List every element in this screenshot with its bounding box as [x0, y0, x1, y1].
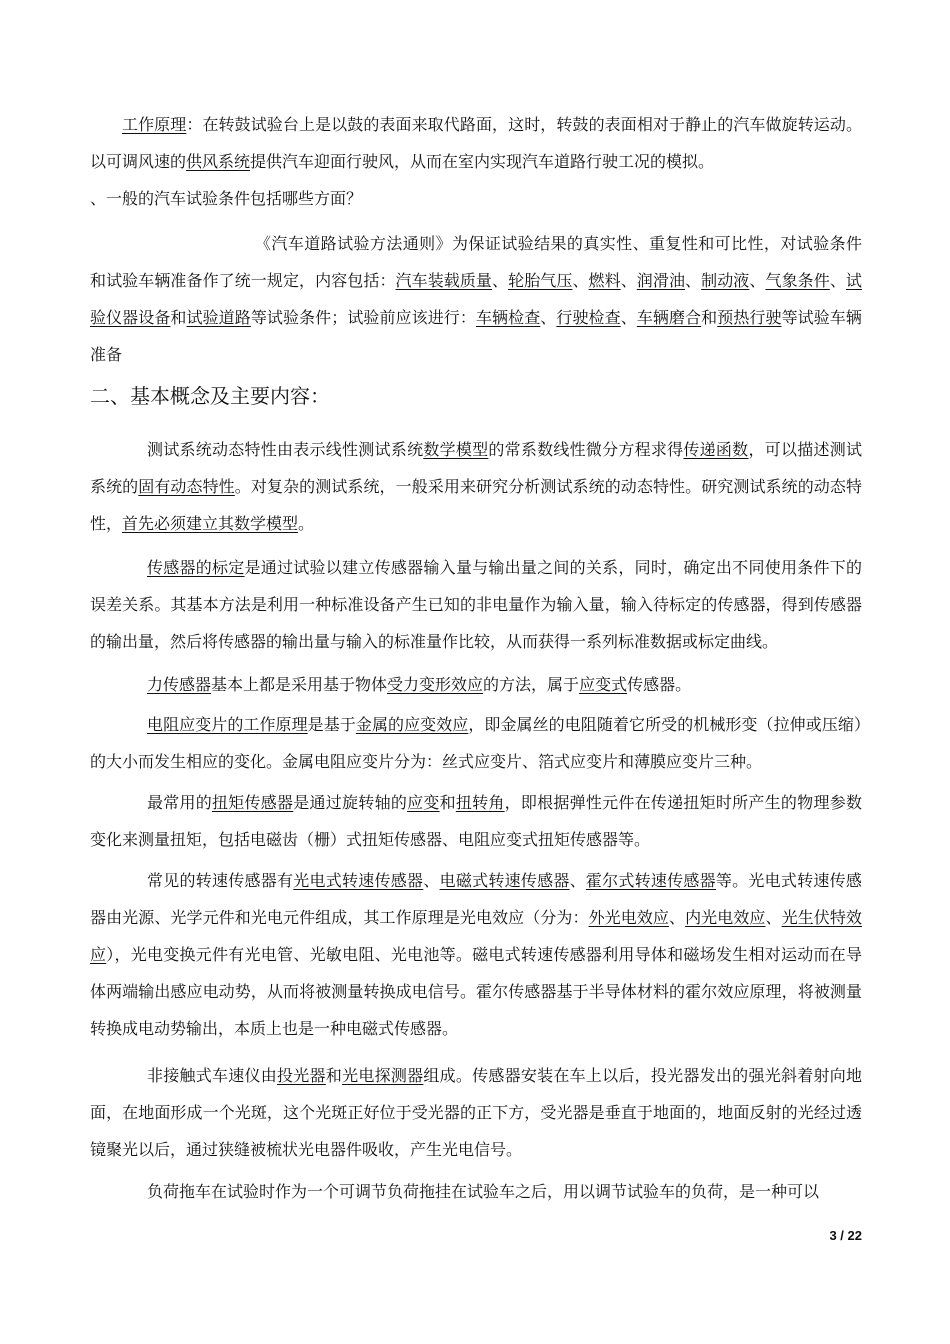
text-run: 、 — [829, 271, 846, 290]
text-run: 等试验条件；试验前应该进行： — [250, 308, 476, 327]
key-term: 应变式 — [579, 675, 628, 694]
key-term: 制动液 — [701, 271, 750, 290]
paragraph-working-principle — [90, 106, 862, 180]
text-run: 、 — [765, 908, 782, 927]
text-run: ：在转鼓试验台上是以鼓的表面来取代路面，这时，转鼓的表面相对于静止的汽车做旋转运动。以可调风速的 — [90, 115, 862, 171]
key-term: 力传感器 — [147, 675, 212, 694]
text-run: 、 — [569, 871, 586, 890]
text-run: 、 — [572, 271, 589, 290]
text-run: 、 — [685, 271, 702, 290]
text-run: 测试系统动态特性由表示线性测试系统 — [147, 440, 424, 459]
text-run: 基本上都是采用基于物体 — [211, 675, 388, 694]
key-term: 车辆检查 — [475, 308, 541, 327]
page-number: 3 / 22 — [829, 1228, 862, 1243]
key-term: 光电式转速传感器 — [293, 871, 424, 890]
text-run: 负荷拖车在试验时作为一个可调节负荷拖挂在试验车之后，用以调节试验车的负荷，是一种可以 — [147, 1182, 820, 1201]
key-term: 润滑油 — [636, 271, 686, 290]
paragraph-torque-sensor — [90, 784, 862, 858]
text-run: 是通过旋转轴的 — [293, 793, 408, 812]
text-run: ），光电变换元件有光电管、光敏电阻、光电池等。磁电式转速传感器利用导体和磁场发生相对运动而在导体两端输出感应电动势，从而将被测量转换成电信号。霍尔传感器基于半导体材料的霍尔效应原理，将被测量转换成电动势输出，本质上也是一种电磁式传感器。 — [90, 945, 862, 1038]
text-run: 和 — [701, 308, 718, 327]
text-run: 的方法，属于 — [483, 675, 580, 694]
text-run: 提供汽车迎面行驶风，从而在室内实现汽车道路行驶工况的模拟。 — [250, 152, 715, 171]
key-term: 应变 — [407, 793, 440, 812]
key-term: 供风系统 — [186, 152, 251, 171]
key-term: 试验仪器设备 — [90, 271, 862, 327]
key-term: 汽车装载质量 — [395, 271, 493, 290]
key-term: 预热行驶 — [717, 308, 782, 327]
text-run: 、 — [669, 908, 686, 927]
text-run: ，可以描述测试系统的 — [90, 440, 862, 496]
paragraph-test-conditions — [90, 225, 862, 373]
key-term: 霍尔式转速传感器 — [585, 871, 716, 890]
key-term: 行驶检查 — [556, 308, 621, 327]
text-run: 。对复杂的测试系统，一般采用来研究分析测试系统的动态特性。研究测试系统的动态特性， — [90, 477, 862, 533]
key-term: 轮胎气压 — [508, 271, 573, 290]
key-term: 燃料 — [588, 271, 621, 290]
key-term: 金属的应变效应 — [355, 715, 469, 734]
key-term: 内光电效应 — [685, 908, 766, 927]
text-run: 组成。传感器安装在车上以后，投光器发出的强光斜着射向地面，在地面形成一个光斑，这个光斑正好位于受光器的正下方，受光器是垂直于地面的，地面反射的光经过透镜聚光以后，通过狭缝被梳状光电器件吸收，产生光电信号。 — [90, 1066, 862, 1159]
question-test-conditions — [90, 180, 862, 217]
text-run: 和 — [325, 1066, 343, 1085]
paragraph-dynamic-characteristics — [90, 431, 862, 542]
text-run: 等试验车辆准备 — [90, 308, 862, 364]
text-run: 是基于 — [307, 715, 356, 734]
paragraph-load-trailer — [90, 1173, 862, 1210]
text-run: 、 — [423, 871, 440, 890]
key-term: 扭转角 — [455, 793, 505, 812]
paragraph-force-sensor — [90, 666, 862, 703]
key-term: 固有动态特性 — [138, 477, 235, 496]
text-run: 、 — [620, 271, 637, 290]
key-term: 光电探测器 — [342, 1066, 424, 1085]
paragraph-speed-sensor — [90, 862, 862, 1047]
text-run: 《汽车道路试验方法通则》为保证试验结果的真实性、重复性和可比性，对试验条件和试验车辆准备作了统一规定，内容包括： — [90, 234, 862, 290]
text-run: 最常用的 — [147, 793, 213, 812]
text-run: 等。光电式转速传感器由光源、光学元件和光电元件组成，其工作原理是光电效应（分为： — [90, 871, 862, 927]
text-run: 非接触式车速仪由 — [147, 1066, 278, 1085]
key-term: 气象条件 — [765, 271, 830, 290]
key-term: 外光电效应 — [588, 908, 669, 927]
text-run: 、 — [749, 271, 766, 290]
key-term: 投光器 — [277, 1066, 326, 1085]
key-term: 车辆磨合 — [636, 308, 702, 327]
text-run: 是通过试验以建立传感器输入量与输出量之间的关系，同时，确定出不同使用条件下的误差关系。其基本方法是利用一种标准设备产生已知的非电量作为输入量，输入待标定的传感器，得到传感器的输出量，然后将传感器的输出量与输入的标准量作比较，从而获得一系列标准数据或标定曲线。 — [90, 558, 862, 651]
key-term: 光生伏特效应 — [90, 908, 862, 964]
text-run: ，即根据弹性元件在传递扭矩时所产生的物理参数变化来测量扭矩，包括电磁齿（栅）式扭矩传感器、电阻应变式扭矩传感器等。 — [90, 793, 862, 849]
text-run: 、一般的汽车试验条件包括哪些方面？ — [90, 189, 363, 208]
key-term: 首先必须建立其数学模型 — [122, 514, 299, 533]
text-run: 和 — [170, 308, 187, 327]
key-term: 试验道路 — [186, 308, 251, 327]
text-run: 的常系数线性微分方程求得 — [488, 440, 684, 459]
key-term: 受力变形效应 — [387, 675, 484, 694]
text-run: 传感器。 — [627, 675, 692, 694]
text-run: 、 — [492, 271, 509, 290]
paragraph-sensor-calibration — [90, 549, 862, 660]
paragraph-speedometer — [90, 1057, 862, 1168]
key-term: 电阻应变片的工作原理 — [147, 715, 308, 734]
section-heading: 二、基本概念及主要内容： — [90, 384, 330, 408]
text-run: 、 — [620, 308, 637, 327]
key-term: 扭矩传感器 — [212, 793, 294, 812]
text-run: ，即金属丝的电阻随着它所受的机械形变（拉伸或压缩）的大小而发生相应的变化。金属电阻应变片分为：丝式应变片、箔式应变片和薄膜应变片三种。 — [90, 715, 862, 771]
key-term: 电磁式转速传感器 — [439, 871, 570, 890]
text-run: 、 — [540, 308, 557, 327]
key-term: 工作原理 — [122, 115, 187, 134]
key-term: 传感器的标定 — [147, 558, 245, 577]
text-run: 常见的转速传感器有 — [147, 871, 294, 890]
text-run: 和 — [439, 793, 456, 812]
text-run: 。 — [298, 514, 315, 533]
key-term: 数学模型 — [423, 440, 489, 459]
key-term: 传递函数 — [683, 440, 749, 459]
paragraph-strain-gauge — [90, 706, 862, 780]
